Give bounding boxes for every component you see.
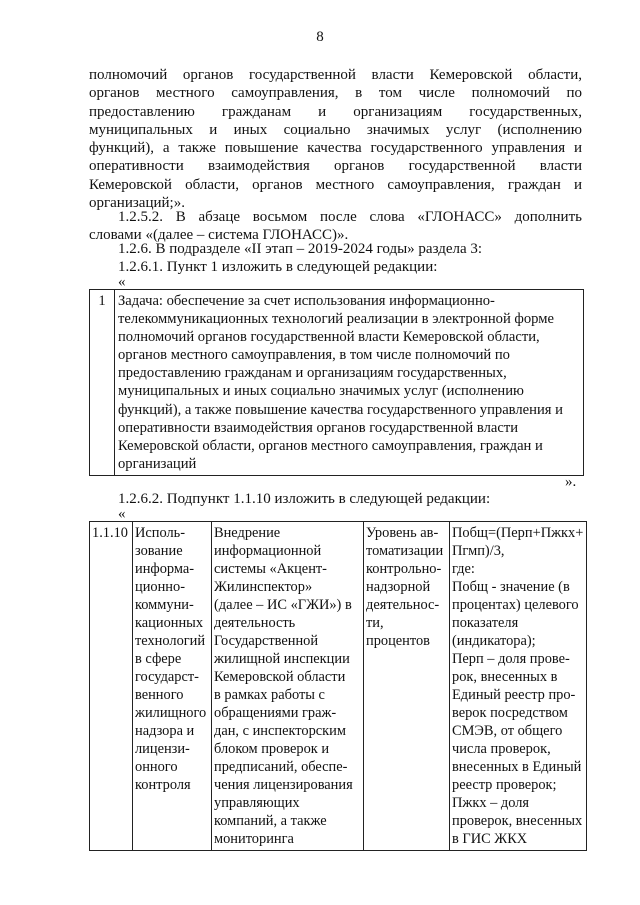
page-number: 8 <box>316 29 324 45</box>
text-line: СМЭВ, от общего <box>452 723 563 739</box>
text-line: Государственной <box>214 633 319 649</box>
task-table <box>89 289 584 476</box>
paragraph-1-2-6-2: 1.2.6.2. Подпункт 1.1.10 изложить в следующей редакции: <box>118 491 491 507</box>
text-line: словами «(далее – система ГЛОНАСС)». <box>89 227 349 244</box>
text-line: (индикатора); <box>452 633 536 649</box>
text-line: зование <box>135 543 183 559</box>
text-line: Кемеровской области, органов местного самоуправления, граждан и <box>89 176 582 193</box>
text-line: функций), а также повышение качества государственного управления и <box>118 401 563 418</box>
text-line: числа проверок, <box>452 741 551 757</box>
text-line: оперативности взаимодействия органов государственной власти <box>89 158 582 175</box>
text-line: внесенных в Единый <box>452 759 582 775</box>
text-line: организаций <box>118 455 197 472</box>
text-line: рок, внесенных в <box>452 669 558 685</box>
text-line: оперативности взаимодействия органов государственной власти <box>118 419 519 436</box>
text-line: управляющих <box>214 795 300 811</box>
text-line: контрольно- <box>366 561 442 577</box>
text-line: Задача: обеспечение за счет использования информационно- <box>118 293 495 309</box>
text-line: функций), а также повышение качества государственного управления и <box>89 140 582 157</box>
text-line: технологий <box>135 633 206 649</box>
text-line: деятельность <box>214 615 296 631</box>
text-line: органов местного самоуправления, в том числе полномочий по <box>118 347 510 364</box>
text-line: жилищного <box>135 705 207 721</box>
text-line: Уровень ав- <box>366 525 439 541</box>
task-text-cell <box>115 290 584 476</box>
item-measure-cell <box>212 522 364 851</box>
text-line: контроля <box>135 777 191 793</box>
item-direction-cell <box>133 522 212 851</box>
text-line: предоставлению гражданам и организациям государственных, <box>118 365 507 382</box>
text-line: обращениями граж- <box>214 705 337 721</box>
text-line: предписаний, обеспе- <box>214 759 348 775</box>
text-line: муниципальных и иных социально значимых услуг (исполнению <box>118 383 524 400</box>
item-table <box>89 521 587 851</box>
text-line: онного <box>135 759 178 775</box>
item-formula-cell <box>450 522 587 851</box>
text-line: процентах) целевого <box>452 597 579 613</box>
text-line: верок посредством <box>452 705 568 721</box>
text-line: чения лицензирования <box>214 777 353 793</box>
text-line: показателя <box>452 615 519 631</box>
task-number-cell: 1 <box>90 290 115 476</box>
closing-quote: ». <box>565 474 577 490</box>
paragraph-1-2-6-1: 1.2.6.1. Пункт 1 изложить в следующей редакции: <box>118 259 438 275</box>
text-line: информационной <box>214 543 322 559</box>
text-line: предоставлению гражданам и организациям государственных, <box>89 103 582 120</box>
text-line: в ГИС ЖКХ <box>452 831 528 847</box>
text-line: лицензи- <box>135 741 190 757</box>
text-line: системы «Акцент- <box>214 561 327 577</box>
text-line: жилищной инспекции <box>214 651 350 667</box>
text-line: кационных <box>135 615 204 631</box>
text-line: организаций;». <box>89 195 185 212</box>
text-line: полномочий органов государственной власти Кемеровской области, <box>89 67 582 83</box>
text-line: полномочий органов государственной власти Кемеровской области, <box>118 329 540 346</box>
text-line: проверок, внесенных <box>452 813 583 829</box>
table-row <box>90 290 584 476</box>
text-line: Пжкх – доля <box>452 795 530 811</box>
text-line: венного <box>135 687 184 703</box>
item-number-cell: 1.1.10 <box>90 522 133 851</box>
table-row <box>90 522 587 851</box>
text-line: Побщ - значение (в <box>452 579 570 595</box>
text-line: ти, <box>366 615 384 631</box>
text-line: Внедрение <box>214 525 281 541</box>
text-line: в сфере <box>135 651 182 667</box>
text-line: Кемеровской области, органов местного самоуправления, граждан и <box>118 437 543 454</box>
opening-quote: « <box>118 506 126 522</box>
item-indicator-cell <box>364 522 450 851</box>
text-line: Кемеровской области <box>214 669 346 685</box>
text-line: реестр проверок; <box>452 777 557 793</box>
text-line: муниципальных и иных социально значимых услуг (исполнению <box>89 121 582 138</box>
text-line: надзорной <box>366 579 431 595</box>
text-line: информа- <box>135 561 195 577</box>
paragraph-1-2-6: 1.2.6. В подразделе «II этап – 2019-2024 годы» раздела 3: <box>118 241 483 257</box>
text-line: Исполь- <box>135 525 186 541</box>
text-line: коммуни- <box>135 597 194 613</box>
text-line: Единый реестр про- <box>452 687 576 703</box>
text-line: деятельнос- <box>366 597 440 613</box>
text-line: процентов <box>366 633 430 649</box>
paragraph-continuation <box>89 66 582 212</box>
text-line: (далее – ИС «ГЖИ») в <box>214 597 352 613</box>
text-line: телекоммуникационных технологий реализации в электронной форме <box>118 311 554 328</box>
text-line: мониторинга <box>214 831 294 847</box>
text-line: 1.2.5.2. В абзаце восьмом после слова «ГЛОНАСС» дополнить <box>118 209 582 225</box>
text-line: в рамках работы с <box>214 687 325 703</box>
text-line: блоком проверок и <box>214 741 330 757</box>
text-line: компаний, а также <box>214 813 327 829</box>
text-line: дан, с инспекторским <box>214 723 346 739</box>
text-line: ционно- <box>135 579 185 595</box>
text-line: Жилинспектор» <box>214 579 313 595</box>
text-line: Пгмп)/3, <box>452 543 505 559</box>
opening-quote: « <box>118 274 126 290</box>
text-line: Побщ=(Перп+Пжкх+ <box>452 525 584 541</box>
text-line: органов местного самоуправления, в том числе полномочий по <box>89 85 582 102</box>
text-line: томатизации <box>366 543 444 559</box>
text-line: государст- <box>135 669 199 685</box>
text-line: надзора и <box>135 723 195 739</box>
text-line: где: <box>452 561 475 577</box>
text-line: Перп – доля прове- <box>452 651 570 667</box>
